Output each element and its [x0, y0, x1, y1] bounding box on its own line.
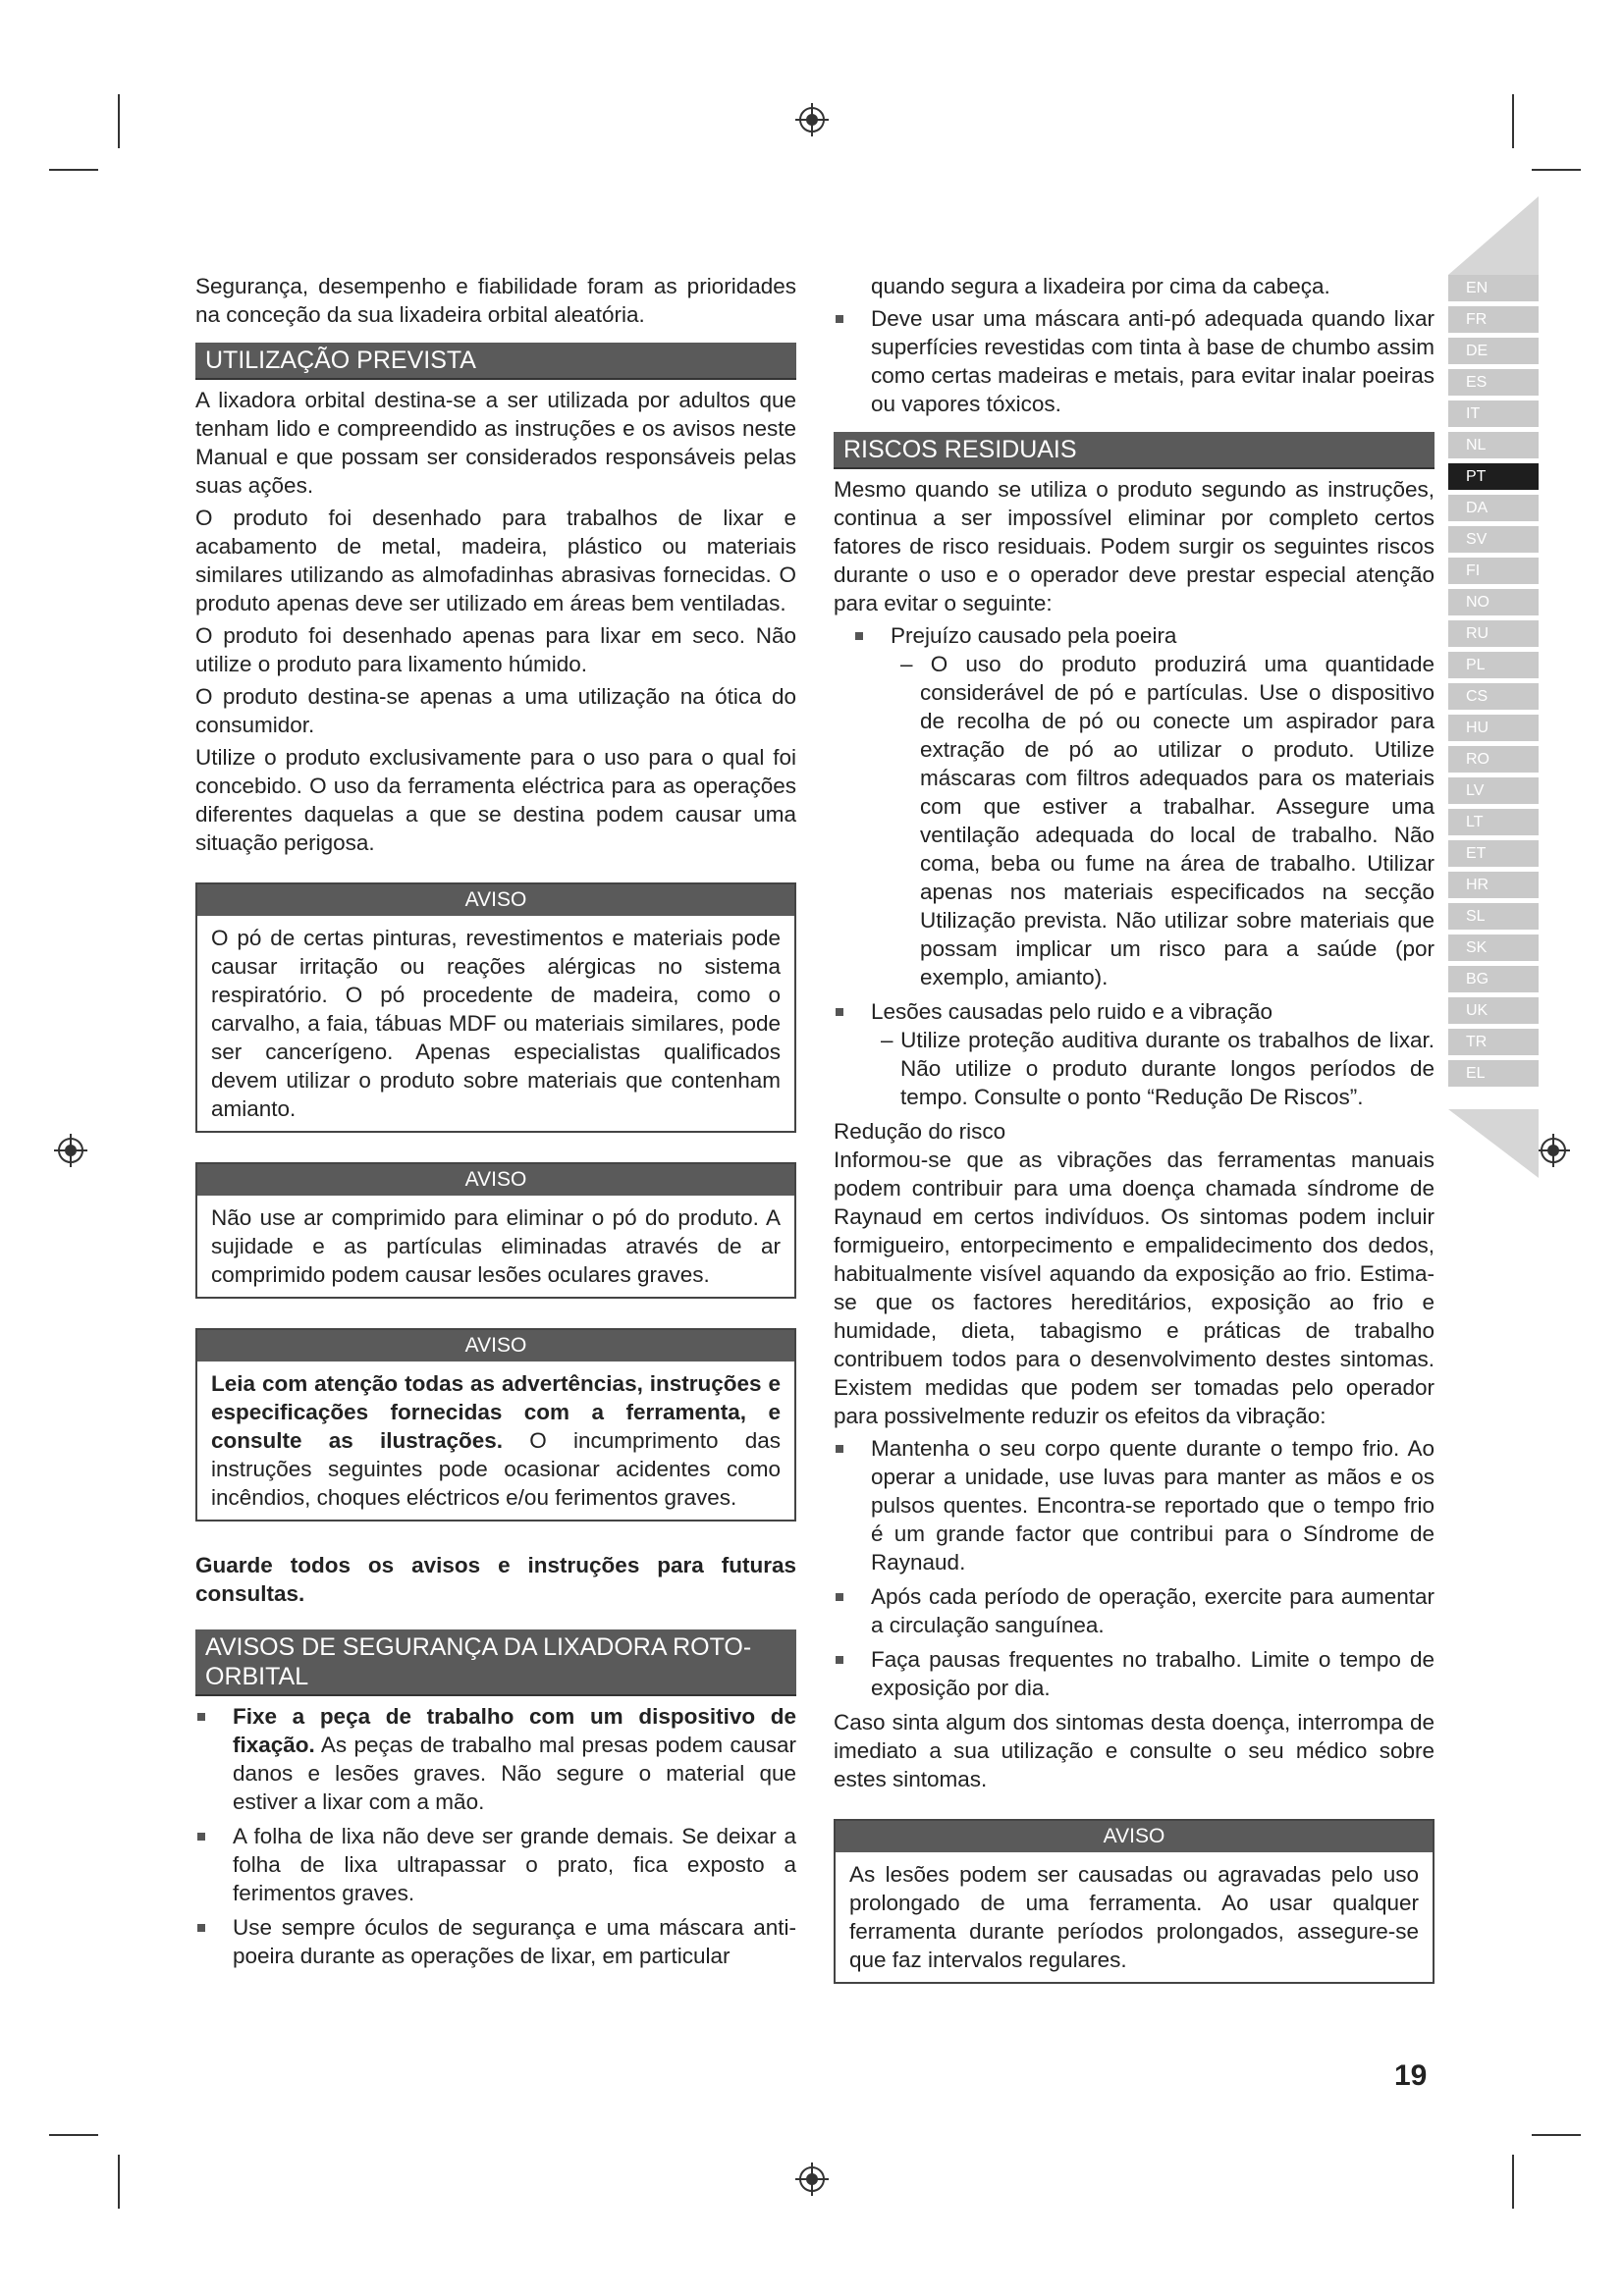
- warning-text: [197, 1362, 794, 1520]
- lang-tab-cs: CS: [1448, 683, 1539, 710]
- list-item: [195, 1702, 796, 1816]
- warning-text: O pó de certas pinturas, revestimentos e materiais pode causar irritação ou reações alérgicas no sistema respiratório. O pó procedente de madeira, como o carvalho, a faia, tábuas MDF ou materiais similares, pode ser cancerígeno. Apenas especialistas qualificados devem utilizar o produto sobre materiais que contenham amianto.: [211, 926, 781, 1121]
- lang-tab-pt: PT: [1448, 463, 1539, 490]
- vibration-list: [834, 1434, 1435, 1702]
- subheading-reducao: Redução do risco: [834, 1119, 1006, 1144]
- risk-list-2: [834, 997, 1435, 1111]
- crop-mark: [49, 169, 98, 171]
- language-tabs: [1448, 275, 1539, 1092]
- paragraph: Utilize o produto exclusivamente para o uso para o qual foi concebido. O uso da ferramenta eléctrica para as operações diferentes daquelas a que se destina podem causar uma situação perigosa.: [195, 745, 796, 855]
- lang-tab-sk: SK: [1448, 934, 1539, 961]
- list-item: [834, 997, 1435, 1111]
- warning-label: AVISO: [464, 1168, 527, 1191]
- warning-label: AVISO: [1103, 1825, 1165, 1847]
- continued-text: quando segura a lixadeira por cima da cabeça.: [871, 274, 1330, 298]
- warning-text: As lesões podem ser causadas ou agravadas pelo uso prolongado de uma ferramenta. Ao usar qualquer ferramenta durante períodos prolongados, assegure-se que faz intervalos regulares.: [849, 1862, 1419, 1972]
- warning-box: [195, 882, 796, 1133]
- warning-box: [195, 1162, 796, 1299]
- lang-tab-pl: PL: [1448, 652, 1539, 678]
- lang-tab-nl: NL: [1448, 432, 1539, 458]
- list-item: [853, 621, 1435, 991]
- lang-tab-lv: LV: [1448, 777, 1539, 804]
- lang-tab-ro: RO: [1448, 746, 1539, 773]
- crop-mark: [1512, 94, 1514, 148]
- lang-tab-sv: SV: [1448, 526, 1539, 553]
- registration-mark-icon: [1537, 1134, 1570, 1167]
- crop-mark: [118, 2155, 120, 2209]
- lang-tab-it: IT: [1448, 400, 1539, 427]
- warning-title: [197, 884, 794, 916]
- lang-tab-el: EL: [1448, 1060, 1539, 1087]
- warning-label: AVISO: [464, 1334, 527, 1357]
- safety-list-cont: [834, 304, 1435, 418]
- keep-instructions: [195, 1551, 796, 1608]
- warning-bold-text: Leia com atenção todas as advertências, instruções e especificações fornecidas com a ferramenta, e consulte as ilustrações.: [211, 1371, 781, 1453]
- warning-box: [834, 1819, 1435, 1984]
- warning-title: [836, 1821, 1433, 1852]
- keep-instructions-text: Guarde todos os avisos e instruções para futuras consultas.: [195, 1553, 796, 1606]
- section-heading-riscos: RISCOS RESIDUAIS: [834, 432, 1435, 469]
- list-item: Faça pausas frequentes no trabalho. Limite o tempo de exposição por dia.: [834, 1645, 1435, 1702]
- page-number: 19: [1394, 2059, 1428, 2092]
- paragraph: O produto destina-se apenas a uma utilização na ótica do consumidor.: [195, 684, 796, 737]
- paragraph: A lixadora orbital destina-se a ser utilizada por adultos que tenham lido e compreendido as instruções e os avisos neste Manual e que possam ser considerados responsáveis pelas suas ações.: [195, 388, 796, 498]
- safety-list: [195, 1702, 796, 1970]
- crop-mark: [49, 2134, 98, 2136]
- lang-tab-et: ET: [1448, 840, 1539, 867]
- lang-tab-bg: BG: [1448, 966, 1539, 992]
- risk-detail: – Utilize proteção auditiva durante os trabalhos de lixar. Não utilize o produto durante longos períodos de tempo. Consulte o ponto “Redução De Riscos”.: [881, 1028, 1435, 1109]
- section-heading-avisos: AVISOS DE SEGURANÇA DA LIXADORA ROTO-ORBITAL: [195, 1629, 796, 1696]
- lang-tab-fi: FI: [1448, 558, 1539, 584]
- lang-tab-uk: UK: [1448, 997, 1539, 1024]
- lang-tab-hu: HU: [1448, 715, 1539, 741]
- warning-box: [195, 1328, 796, 1522]
- lang-tab-sl: SL: [1448, 903, 1539, 930]
- registration-mark-icon: [795, 103, 829, 136]
- warning-rest-text: O incumprimento das instruções seguintes pode ocasionar acidentes como incêndios, choques eléctricos e/ou ferimentos graves.: [211, 1428, 781, 1510]
- right-column: [834, 272, 1435, 2013]
- paragraph: O produto foi desenhado apenas para lixar em seco. Não utilize o produto para lixamento húmido.: [195, 623, 796, 676]
- risk-title: Lesões causadas pelo ruido e a vibração: [871, 999, 1273, 1024]
- list-item: Use sempre óculos de segurança e uma máscara anti-poeira durante as operações de lixar, em particular: [195, 1913, 796, 1970]
- crop-mark: [1532, 2134, 1581, 2136]
- crop-mark: [1512, 2155, 1514, 2209]
- paragraph: Caso sinta algum dos sintomas desta doença, interrompa de imediato a sua utilização e consulte o seu médico sobre estes sintomas.: [834, 1710, 1435, 1791]
- registration-mark-icon: [54, 1134, 87, 1167]
- warning-label: AVISO: [464, 888, 527, 911]
- registration-mark-icon: [795, 2163, 829, 2196]
- list-item: A folha de lixa não deve ser grande demais. Se deixar a folha de lixa ultrapassar o prato, fica exposto a ferimentos graves.: [195, 1822, 796, 1907]
- lang-tab-fr: FR: [1448, 306, 1539, 333]
- list-item-text: As peças de trabalho mal presas podem causar danos e lesões graves. Não segure o material que estiver a lixar com a mão.: [233, 1733, 796, 1814]
- paragraph: Mesmo quando se utiliza o produto segundo as instruções, continua a ser impossível eliminar por completo certos fatores de risco residuais. Podem surgir os seguintes riscos durante o uso e o operador deve prestar especial atenção para evitar o seguinte:: [834, 477, 1435, 615]
- lang-tab-tr: TR: [1448, 1029, 1539, 1055]
- left-column: [195, 272, 796, 1976]
- crop-mark: [118, 94, 120, 148]
- lang-tab-en: EN: [1448, 275, 1539, 301]
- lang-tab-no: NO: [1448, 589, 1539, 615]
- crop-mark: [1532, 169, 1581, 171]
- list-item-bold: Fixe a peça de trabalho com um dispositivo de fixação.: [233, 1704, 796, 1757]
- paragraph: O produto foi desenhado para trabalhos de lixar e acabamento de metal, madeira, plástico ou materiais similares utilizando as almofadinhas abrasivas fornecidas. O produto apenas deve ser utilizado em áreas bem ventiladas.: [195, 506, 796, 615]
- list-item: Mantenha o seu corpo quente durante o tempo frio. Ao operar a unidade, use luvas para manter as mãos e os pulsos quentes. Encontra-se reportado que o tempo frio é um grande factor que contribui para o Síndrome de Raynaud.: [834, 1434, 1435, 1576]
- risk-list: [834, 621, 1435, 991]
- lang-tab-ru: RU: [1448, 620, 1539, 647]
- lang-tab-de: DE: [1448, 338, 1539, 364]
- lang-tab-es: ES: [1448, 369, 1539, 396]
- warning-title: [197, 1330, 794, 1362]
- risk-title: Prejuízo causado pela poeira: [891, 623, 1177, 648]
- intro-text: Segurança, desempenho e fiabilidade foram as prioridades na conceção da sua lixadeira orbital aleatória.: [195, 274, 796, 327]
- paragraph: Informou-se que as vibrações das ferramentas manuais podem contribuir para uma doença chamada síndrome de Raynaud em certos indivíduos. Os sintomas podem incluir formigueiro, entorpecimento e empalidecimento dos dedos, habitualmente visível aquando da exposição ao frio. Estima-se que os factores hereditários, exposição ao frio e humidade, dieta, tabagismo e práticas de trabalho contribuem todos para o desenvolvimento destes sintomas. Existem medidas que podem ser tomadas pelo operador para possivelmente reduzir os efeitos da vibração:: [834, 1148, 1435, 1428]
- lang-tab-da: DA: [1448, 495, 1539, 521]
- lang-tab-lt: LT: [1448, 809, 1539, 835]
- risk-detail: – O uso do produto produzirá uma quantidade considerável de pó e partículas. Use o dispositivo de recolha de pó ou conecte um aspirador para extração de pó ao utilizar o produto. Utilize máscaras com filtros adequados para os materiais com que estiver a trabalhar. Assegure uma ventilação adequada do local de trabalho. Não coma, beba ou fume na área de trabalho. Utilizar apenas nos materiais especificados na secção Utilização prevista. Não utilizar sobre materiais que possam implicar um risco para a saúde (por exemplo, amianto).: [900, 652, 1435, 989]
- lang-tab-hr: HR: [1448, 872, 1539, 898]
- section-heading-utilizacao: UTILIZAÇÃO PREVISTA: [195, 343, 796, 380]
- list-item: Deve usar uma máscara anti-pó adequada quando lixar superfícies revestidas com tinta à base de chumbo assim como certas madeiras e metais, para evitar inalar poeiras ou vapores tóxicos.: [834, 304, 1435, 418]
- warning-text: Não use ar comprimido para eliminar o pó do produto. A sujidade e as partículas eliminadas através de ar comprimido podem causar lesões oculares graves.: [211, 1205, 781, 1287]
- warning-title: [197, 1164, 794, 1196]
- list-item: Após cada período de operação, exercite para aumentar a circulação sanguínea.: [834, 1582, 1435, 1639]
